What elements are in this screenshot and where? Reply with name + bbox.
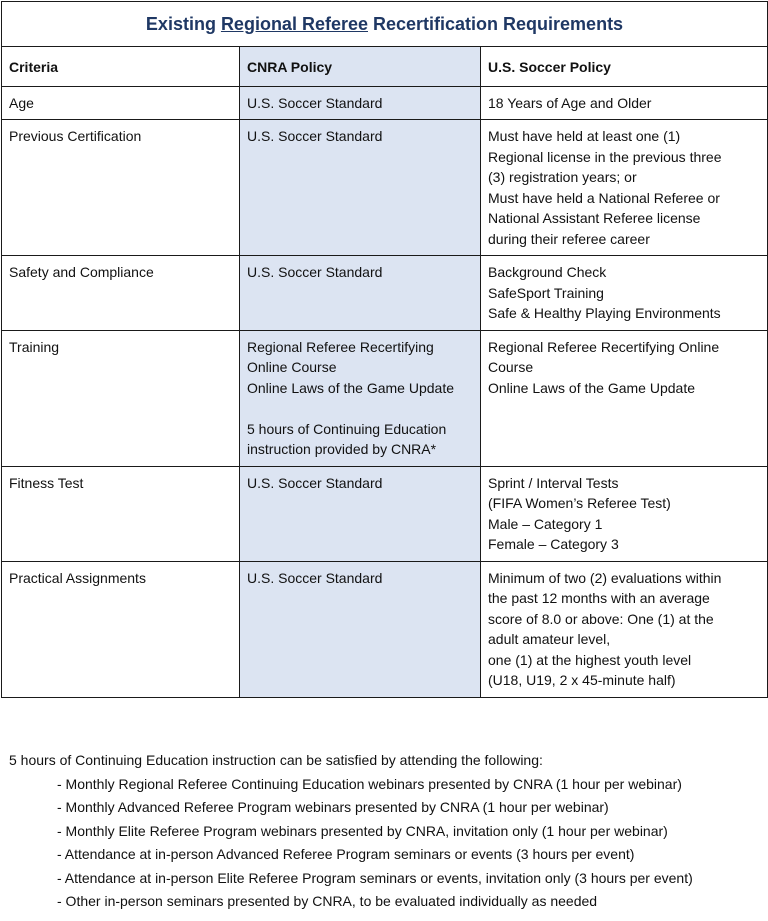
title-prefix: Existing [145,14,221,34]
notes-list-item: - Monthly Regional Referee Continuing Education webinars presented by CNRA (1 hour per webinar) [57,775,682,792]
cell-line: 18 Years of Age and Older [488,94,652,111]
cell-line: Male – Category 1 [488,515,603,532]
notes-list-item: - Other in-person seminars presented by CNRA, to be evaluated individually as needed [57,893,598,909]
notes-list-item: - Monthly Advanced Referee Program webinars presented by CNRA (1 hour per webinar) [57,799,609,815]
cell-line: (FIFA Women’s Referee Test) [488,495,671,511]
cell-line: score of 8.0 or above: One (1) at the [488,610,714,627]
criteria-cell: Training [2,330,240,466]
cell-line: Online Laws of the Game Update [247,379,455,396]
cell-line: (3) registration years; or [488,169,637,185]
cell-line: Regional Referee Recertifying Online [488,338,720,355]
notes-list-item: - Monthly Elite Referee Program webinars presented by CNRA, invitation only (1 hour per webinar) [57,822,668,839]
cnra-policy-cell [240,86,481,120]
cell-line: Online Course [247,359,337,375]
notes-intro: 5 hours of Continuing Education instruction can be satisfied by attending the following: [9,752,543,768]
requirements-table [1,1,768,698]
title-row [2,2,768,47]
cell-line: Female – Category 3 [488,536,619,552]
table-row [2,561,768,697]
cnra-policy-cell [240,120,481,256]
table-row [2,466,768,561]
cell-line: Safe & Healthy Playing Environments [488,305,721,321]
us-soccer-policy-cell [481,256,768,331]
title-suffix: Recertification Requirements [368,14,624,34]
us-soccer-policy-cell [481,466,768,561]
criteria-cell: Previous Certification [2,120,240,256]
cell-line: one (1) at the highest youth level [488,651,692,668]
us-soccer-policy-cell [481,330,768,466]
cell-line: Background Check [488,264,607,280]
cell-line: U.S. Soccer Standard [247,94,383,111]
table-body [2,86,768,697]
table-row [2,256,768,331]
cell-line: during their referee career [488,230,650,247]
table-row [2,86,768,120]
us-soccer-policy-cell [481,86,768,120]
cell-line: Online Laws of the Game Update [488,379,696,396]
cnra-policy-cell [240,256,481,331]
cnra-policy-cell [240,330,481,466]
cell-line: adult amateur level, [488,631,611,647]
title-underlined: Regional Referee [220,14,368,34]
table-title [2,2,768,47]
criteria-cell: Age [2,86,240,120]
table-row [2,330,768,466]
cell-line: 5 hours of Continuing Education [247,420,447,437]
notes-list-item: - Attendance at in-person Elite Referee Program seminars or events, invitation only (3 hours per event) [57,869,693,886]
us-soccer-policy-cell [481,120,768,256]
criteria-cell: Practical Assignments [2,561,240,697]
cell-line: U.S. Soccer Standard [247,264,383,280]
continuing-education-notes [9,749,764,914]
header-cnra-policy: CNRA Policy [240,47,481,87]
us-soccer-policy-cell [481,561,768,697]
cell-line: Minimum of two (2) evaluations within [488,569,722,586]
cell-line: National Assistant Referee license [488,210,701,226]
cell-line: U.S. Soccer Standard [247,474,383,491]
cell-line: the past 12 months with an average [488,590,710,606]
cell-line: U.S. Soccer Standard [247,128,383,144]
cnra-policy-cell [240,561,481,697]
header-criteria: Criteria [2,47,240,87]
cell-line: U.S. Soccer Standard [247,569,383,586]
cell-line [247,398,473,419]
cell-line: Regional Referee Recertifying [247,338,434,355]
criteria-cell: Fitness Test [2,466,240,561]
cell-line: Regional license in the previous three [488,148,722,165]
table-row [2,120,768,256]
cell-line: instruction provided by CNRA* [247,441,437,457]
cell-line: Course [488,359,534,375]
cnra-policy-cell [240,466,481,561]
header-us-soccer-policy: U.S. Soccer Policy [481,47,768,87]
cell-line: (U18, U19, 2 x 45-minute half) [488,672,676,688]
notes-list [9,773,764,914]
cell-line: Must have held at least one (1) [488,128,681,144]
cell-line: Must have held a National Referee or [488,189,720,206]
criteria-cell: Safety and Compliance [2,256,240,331]
header-row [2,47,768,87]
notes-list-item: - Attendance at in-person Advanced Referee Program seminars or events (3 hours per event) [57,846,635,862]
cell-line: Sprint / Interval Tests [488,474,619,491]
cell-line: SafeSport Training [488,284,604,301]
